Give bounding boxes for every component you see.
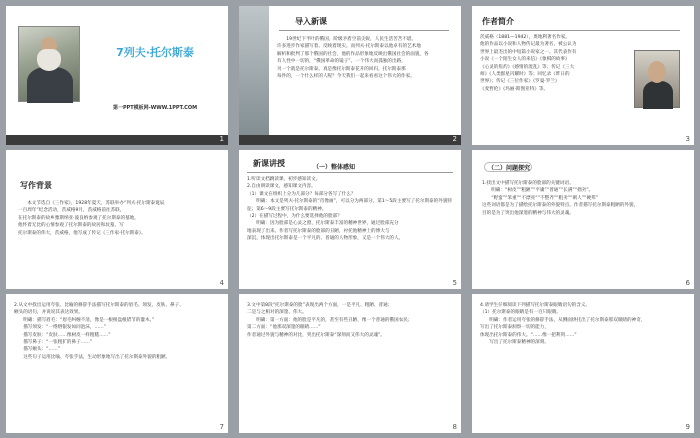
slide-thumbnail-4[interactable] xyxy=(6,150,228,289)
side-photo xyxy=(239,6,269,145)
slide-number: 9 xyxy=(685,423,690,431)
slide-number: 5 xyxy=(452,279,457,287)
slide-thumbnail-5[interactable] xyxy=(239,150,461,289)
slide-number: 6 xyxy=(685,279,690,287)
slide-thumbnail-9[interactable] xyxy=(472,294,694,433)
slide-heading: 写作背景 xyxy=(20,181,52,190)
slide-number: 7 xyxy=(219,423,224,431)
author-photo xyxy=(634,50,680,108)
slide-number: 4 xyxy=(219,279,224,287)
slide-thumbnail-1[interactable] xyxy=(6,6,228,145)
slide-heading: 导入新课 xyxy=(295,17,327,26)
footer-bar xyxy=(239,135,461,145)
slide-body-text: 茨威格（1881—1942），奥地利著名作家。 他的作品以小说和人物传记最为著名，被公认为 世界上最杰出的中短篇小说家之一。其代表作有 小说《一个陌生女人的来信》《象棋的故事》 《心灵的焦灼》《感情的混乱》等；传记《三大 师》《人类群星闪耀时》等；回忆录《昨日的 世界》；传记《三位作家》《罗曼·罗兰》 《麦哲伦》《玛丽·斯图亚特》等。 xyxy=(480,35,577,92)
slide-body-text: 1.听读文档跳读课，初步感知读文。 2.自由朗读课文，感知课文内容。 （1）课文在组织上分为几部分？每部分各写了什么？ 明确：本文是列夫·托尔斯泰的“肖像画”，可以分为两部分。第1～5段主要写了托尔斯泰的外貌特征；第6～9段主要写托尔斯泰的精神。 （2）在描写过程中，为什么要选择他的脸部？ 明确：因为脸部是心灵之窗，托尔斯泰丰富的精神世界，通过脸部充分 地表现了出来。作者写托尔斯泰的脸部的丑陋，衬托他精神上的博大与 深沉，体现出托尔斯泰是一个平凡的、普通的人物形象，又是一个伟大的人。 xyxy=(247,177,453,242)
slide-subtitle: 第一PPT模板网-WWW.1PPT.COM xyxy=(112,105,198,111)
heading-divider xyxy=(247,172,453,173)
slide-heading: 新课讲授 xyxy=(253,159,285,168)
slide-thumbnail-8[interactable] xyxy=(239,294,461,433)
slide-thumbnail-3[interactable] xyxy=(472,6,694,145)
slide-body-text: 2.从文中找出运用夸张、比喻的修辞手法描写托尔斯泰的眉毛、须发、皮肤、鼻子、 额头的语句，并说说其表达效果。 明确：描写眉毛：“眉毛纠缠不清，像是一根根盘根错节的灌木。” 描写须发：“一绺绺银发如同泡沫，……” 描写皮肤：“皮肤……像树皮一样粗糙……” 描写鼻子：“一张粗犷的鼻子……” 描写额头：“……” 这些句子运用比喻、夸张手法，生动形象地写出了托尔斯泰外貌的粗陋。 xyxy=(14,303,184,360)
slide-body-text: 本文节选自《三作家》，1928年夏天，苏联举办“列夫·托尔斯泰诞辰 一百周年”纪念活动，茨威格9月，茨威格前往苏联， 在托尔斯泰的故乡雅斯纳亚·波良纳参观了托尔斯泰的墓地， 他怀着无比的心情参观了托尔斯泰的故居和坟墓，写 托尔斯泰的伟大，茨威格，他写成了传记《三作家·托尔斯泰》。 xyxy=(18,201,165,236)
slide-thumbnail-2[interactable] xyxy=(239,6,461,145)
slide-number: 1 xyxy=(219,135,224,143)
slide-heading: 作者简介 xyxy=(482,17,514,26)
heading-divider xyxy=(480,30,680,31)
slide-number: 8 xyxy=(452,423,457,431)
slide-thumbnail-6[interactable] xyxy=(472,150,694,289)
footer-bar xyxy=(6,135,228,145)
slide-thumbnail-7[interactable] xyxy=(6,294,228,433)
slide-title: 7列夫·托尔斯泰 xyxy=(116,46,194,59)
slide-body-text: 1.找出文中描写托尔斯泰的脸部的关键词语。 明确：“树皮”“粗陋”“平庸”“普通”“长满”“拙劣”。 “野蛮”“笨重”“不漂亮”“不整齐”“粗劣”“刺人”“硬邦” 这些词语都是为了描绘托尔斯泰的外貌特点。作者描写托尔斯泰粗陋的外貌， 目的是为了突出他深邃的精神与伟大的灵魂。 xyxy=(482,181,639,216)
tolstoy-portrait xyxy=(18,26,80,102)
section-tab: （一）整体感知 xyxy=(313,164,356,171)
heading-divider xyxy=(279,30,449,31)
slide-body-text: 4.请学生仔细阅读下列描写托尔斯泰眼睛语句的含义。 （1）托尔斯泰的眼睛是有一百只眼睛。 明确：作者运用夸张的修辞手法，从侧面烘托出了托尔斯泰那双眼睛的神奇， 写出了托尔斯泰洞察一切的能力， 体现出托尔斯泰的伟大。“……像一把利剑……” 写出了托尔斯泰精神的深刻。 xyxy=(480,303,646,346)
slide-number: 2 xyxy=(452,135,457,143)
slide-body-text: 3.文中第8段“托尔斯泰的脸”表现出两个方面，一是平凡、粗陋、普通； 二是与之相对的深邃、伟大。 明确：第一方面：他的脸是平凡的，甚至有些丑陋，像一个普通的俄国农民； 第二方面：“他那双深邃的眼睛……” 作者通过外貌与精神的对比，突出托尔斯泰“深刻而又伟大的灵魂”。 xyxy=(247,303,413,338)
slide-heading: （二）问题探究 xyxy=(488,165,531,172)
slide-number: 3 xyxy=(685,135,690,143)
slide-body-text: 19世纪下半叶的俄国，阶级矛盾空前尖锐，人民生活苦苦不堪。 许多进步作家描写着、反映着现实。而列夫·托尔斯泰以他卓有的艺术地 解析和批判了那个俄国的社会，他的作品形象地反映出俄国社会的面貌，各 有人性中一切的，“俄国革命的镜子”。一个伟大而孤独的出路， 另一个就是托尔斯泰。真是像托尔斯泰花开的回归，托尔斯泰那 每件的，一个什么样的人呢？今天我们一起来看看这个伟大的作家。 xyxy=(277,37,429,80)
